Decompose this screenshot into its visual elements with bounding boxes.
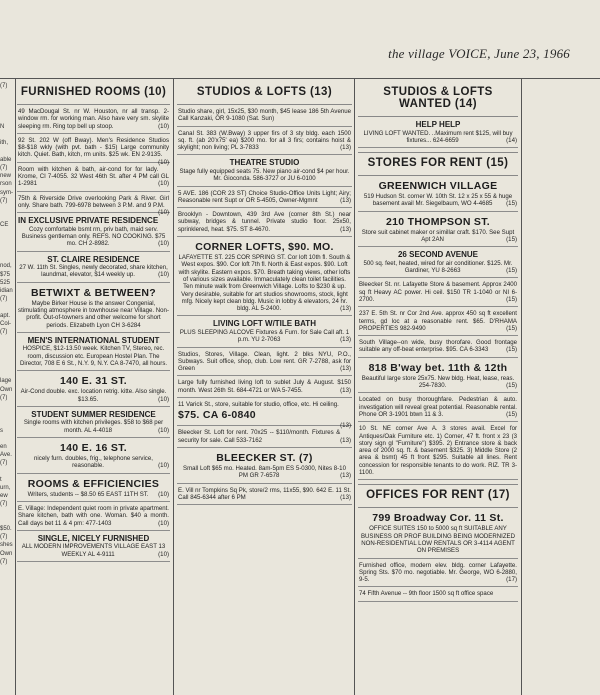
ad-category-number: (13) — [340, 493, 351, 501]
ad-category-number: (10) — [158, 395, 169, 403]
ad-category-number: (13) — [340, 472, 351, 480]
ad-headline: 140 E. 16 ST. — [60, 442, 127, 455]
ad-category-number: (10) — [158, 122, 169, 130]
ad-body: 27 W. 11th St. Singles, newly decorated, share kitchen, laundmat, elevator, $14 weekly up. — [19, 264, 168, 279]
ad-headline: CORNER LOFTS, $90. MO. — [195, 241, 334, 254]
classified-ad — [17, 213, 170, 251]
classified-ad — [177, 376, 352, 398]
ad-body: South Village--on wide, busy thorofare. Good frontage suitable any off-beat enterprise. $95. CA 6-3343 — [359, 339, 517, 354]
section-heading-studios-lofts: STUDIOS & LOFTS (13) — [177, 82, 352, 105]
classified-ad — [358, 422, 518, 480]
classified-ad — [17, 438, 170, 474]
ad-body: 75th & Riverside Drive overlooking Park & River. Girl only. Share bath. 799-6978 between 3 P.M. and 9 P.M. — [18, 194, 169, 209]
ad-category-number: (13) — [340, 386, 351, 394]
ad-body: ALL MODERN IMPROVEMENTS VILLAGE EAST 13 WEEKLY AL 4-9111 — [21, 543, 166, 558]
ad-headline: BLEECKER ST. (7) — [216, 451, 313, 464]
ad-price: $75. CA 6-0840 — [178, 409, 256, 422]
ad-body: Air-Cond double. exc. location retrig. kitte. Also single. $13.65. — [20, 388, 167, 403]
classified-ad — [358, 176, 518, 212]
ad-body: Writers, students -- $8.50 65 EAST 11TH ST. — [27, 490, 149, 498]
ad-headline: ST. CLAIRE RESIDENCE — [47, 254, 140, 264]
section-heading-furnished-rooms: FURNISHED ROOMS (10) — [17, 82, 170, 105]
classified-ad — [358, 247, 518, 278]
classified-ad — [177, 127, 352, 156]
classified-ad — [358, 587, 518, 601]
classified-ad — [17, 163, 170, 192]
classified-ad — [177, 105, 352, 127]
classified-ad — [358, 559, 518, 588]
masthead — [0, 0, 600, 64]
ad-body: Room with kitchen & bath, air-cond for for lady. Krome, CI 7-4055. 32 West 46th St. after 4 PM call GL 1-2981 — [18, 165, 169, 188]
classified-ad — [358, 358, 518, 394]
ad-body: 519 Hudson St. corner W. 10th St. 12 x 25 x 55 & huge basement avail Mr. Siegelbaum, WO 4-4685 — [363, 193, 513, 208]
classified-ad — [17, 502, 170, 531]
column-divider — [173, 78, 174, 695]
classified-ad — [358, 336, 518, 358]
section-heading-stores-for-rent: STORES FOR RENT (15) — [358, 152, 518, 176]
ad-category-number: (13) — [340, 225, 351, 233]
ad-body: 500 sq. feet, heated, wired for air conditioner. $125. Mr. Gardiner, YU 8-2663 — [363, 259, 513, 275]
ad-category-number: (13) — [340, 144, 351, 152]
ad-body: Beautiful large store 25x75. New bldg. Heat, lease, reas. 254-7830. — [361, 374, 515, 390]
ad-category-number: (13) — [340, 365, 351, 373]
classified-ad — [177, 348, 352, 377]
ad-headline: 140 E. 31 ST. — [60, 375, 127, 388]
classified-ad — [177, 484, 352, 506]
classified-ad — [17, 474, 170, 502]
ad-category-number: (10) — [158, 209, 169, 217]
classified-ad — [17, 105, 170, 134]
ad-body: OFFICE SUITES 150 to 5000 sq ft SUITABLE ANY BUSINESS OR PROF BUILDING BEING MODERNIZED NON-RESIDENTIAL LOW RENTALS OR 3-4114 AGENT ON PREMISES — [360, 525, 516, 555]
ad-category-number: (10) — [158, 180, 169, 188]
ad-category-number: (17) — [506, 576, 517, 584]
furnished-rooms-column — [17, 82, 170, 695]
classified-ad — [177, 316, 352, 347]
ad-category-number: (10) — [158, 158, 169, 166]
classified-ad — [177, 208, 352, 237]
ad-body: Located on busy thoroughfare. Pedestrian & auto. investigation will reveal great potential. Reasonable rental. Phone OR 3-1901 btwn 11 & 3. — [359, 396, 517, 418]
classified-ad — [17, 252, 170, 283]
ad-body: Furnished office, modern elev. bldg. corner Lafayette. Spring Sts. $70 mo. negotiable. Mr. George, WO 6-2880, 9-5. — [359, 561, 517, 584]
ad-category-number: (15) — [506, 346, 517, 354]
ad-category-number: (13) — [340, 436, 351, 444]
ad-category-number: (10) — [158, 550, 169, 558]
ad-body: Bleecker St. Loft for rent. 70x25 -- $110/month. Fixtures & security for sale. Call 533-7162 — [178, 429, 341, 444]
ad-category-number: (10) — [158, 462, 169, 470]
stores-offices-column — [358, 82, 518, 695]
ad-headline: ROOMS & EFFICIENCIES — [27, 477, 160, 490]
ad-body: nicely furn. doubles, frig., telephone service, reasonable. — [34, 455, 153, 470]
ad-headline: 26 SECOND AVENUE — [397, 250, 479, 260]
ad-category-number: (15) — [506, 382, 517, 390]
ad-category-number: (15) — [506, 410, 517, 418]
ad-body: 5 AVE. 186 (COR 23 ST) Choice Studio-Office Units Light; Airy; Reasonable rent Supt or OR 5-4505, Owner-Mgmnt — [178, 189, 351, 204]
classified-ad — [177, 187, 352, 209]
ad-body: Cozy comfortable bsmt rm, priv bath, maid serv. Business gentleman only. REFS. NO COOKING. $75 mo. CH 2-8982. — [21, 225, 166, 248]
ad-category-number: (10) — [158, 519, 169, 527]
ad-body: 74 Fifth Avenue -- 9th floor 1500 sq ft office space — [359, 590, 494, 598]
offices-for-rent-ads — [358, 508, 518, 601]
section-heading-offices-for-rent: OFFICES FOR RENT (17) — [358, 484, 518, 508]
ad-body: Brooklyn - Downtown, 439 3rd Ave (corner 8th St.) near subway, bridges & tunnel. Private studio floor. 25x50, sprinklered, heat. $75. ST 8-4670. — [178, 211, 351, 233]
classified-ad — [358, 307, 518, 336]
ad-category-number: (15) — [506, 200, 517, 208]
ad-body: HOSPICE, $12-13.50 week. Kitchen TV, Stereo, rec. room, discussion etc. European Hostel Plan. The Director, 708 E 6 St., N.Y. 9, N.Y. CA 8-7470, all hours. — [19, 345, 168, 368]
ad-body: E. Vill nr Tompkins Sq Pk, store/2 rms, 11x55, $90. 642 E. 11 St. Call 845-6344 after 6 PM — [178, 486, 351, 501]
ad-body: LIVING LOFT WANTED. ..Maximum rent $125, will buy fixtures... 624-6659 — [363, 129, 513, 144]
ad-body: Maybe Birker House is the answer Congenial, stimulating atmosphere in townhouse near Village. Non-profit. Out-of-towners and other welcome for short periods. Elizabeth Lyon CH 3-6284 — [18, 299, 169, 329]
ad-category-number: (13) — [340, 305, 351, 313]
ad-category-number: (15) — [506, 295, 517, 303]
ad-headline: GREENWICH VILLAGE — [378, 180, 498, 193]
ad-body: Single rooms with kitchen privileges. $58 to $68 per month. AL 4-4018 — [23, 419, 164, 434]
ad-headline: 210 THOMPSON ST. — [386, 215, 490, 228]
ad-headline: STUDENT SUMMER RESIDENCE — [31, 409, 156, 419]
ad-body: 237 E. 5th St. nr Cor 2nd Ave. approx 450 sq ft excellent terms, gd loc at a reasonable rent. $65. D'RHAMA PROPERTIES 982-9490 — [359, 310, 517, 332]
ad-headline: HELP HELP — [415, 120, 461, 129]
classified-ad — [17, 407, 170, 438]
classified-ad — [17, 192, 170, 217]
classified-ad — [177, 155, 352, 186]
left-edge-column — [0, 82, 14, 695]
newspaper-dateline: the village VOICE, June 23, 1966 — [388, 46, 570, 61]
ad-body: Bleecker St. nr. Lafayette Store & basement. Approx 2400 sq ft Heavy AC power. Hi ceil. $150 TR 1-1040 or NI 6-2700. — [359, 281, 517, 303]
ad-body: Canal St. 383 (W.Bway) 3 upper firs of 3 sty bldg. each 1500 sq. ft. (ab 20'x75' ea) $200 mo. for all 3 firs; contains hoist & skylight; non living; PL 3-7833 — [178, 129, 351, 152]
column-divider — [521, 78, 522, 695]
ad-body: Studios, Stores, Village. Clean, light. 2 blks NYU, P.O., Subways. Suit office, shop, club. Low rent. GR 7-2788, ask for Green — [178, 350, 351, 373]
classified-ad — [177, 398, 352, 430]
ad-body: Small Loft $65 mo. Heated. 8am-5pm ES 5-0300, Nites 8-10 PM GR 7-6578 — [183, 464, 346, 480]
ad-headline: IN EXCLUSIVE PRIVATE RESIDENCE — [18, 216, 159, 226]
ad-headline: THEATRE STUDIO — [229, 158, 300, 168]
classified-ad — [17, 134, 170, 166]
ad-category-number: (15) — [506, 267, 517, 275]
ad-headline: SINGLE, NICELY FURNISHED — [37, 533, 150, 543]
ad-headline: 799 Broadway Cor. 11 St. — [372, 512, 504, 525]
studios-lofts-column — [177, 82, 352, 695]
ad-body: 10 St. NE corner Ave A. 3 stores avail. Excel for Antiques/Oak Furniture etc. 1) Corner, 47 ft. front x 23 (3 story sign gl "Furniture") $395. 2) Entrance store & back area of 2000 sq. ft. & basement $325. 3) Middle Store (2 area & bsmt) 45 ft front $295. Suitable all lines. Rent concession for responsible tenants to do work. RIZ. TR 3-1100. — [359, 425, 517, 477]
ad-category-number: (13) — [340, 422, 351, 430]
ad-category-number: (13) — [340, 336, 351, 344]
ad-body: PLUS SLEEPING ALCOVE Fixtures & Furn. for Sale Call aft. 1 p.m. YU 2-7063 — [179, 328, 350, 344]
classified-ad — [177, 426, 352, 448]
left-edge-fragments: (7) N ith, able (7) new rson sym- (7) CE nod, $75 525 idian (7) apt. Col- (7) lage Own (7) s en Ave. (7) t urn, ew (7) $50. (7) shes Own (7) — [0, 83, 13, 565]
ad-headline: BETWIXT & BETWEEN? — [31, 286, 156, 299]
ad-headline: MEN'S INTERNATIONAL STUDENT — [27, 335, 160, 345]
ad-body: 92 St. 202 W (off Bway). Men's Residence Studios $8-$18 wkly (with pvt. bath - $15) Large community kitch. Quiet. Bath, kitch, rm units. $25 wk. EN 2-9135. — [18, 136, 169, 159]
furnished-rooms-ads — [17, 105, 170, 562]
ad-headline: LIVING LOFT W/TILE BATH — [213, 319, 316, 329]
column-divider — [354, 78, 355, 695]
classified-ad — [17, 283, 170, 333]
studios-lofts-ads — [177, 105, 352, 505]
classified-ad — [17, 531, 170, 562]
ad-category-number: (10) — [158, 426, 169, 434]
ad-headline: 818 B'way bet. 11th & 12th — [368, 361, 508, 374]
column-divider — [15, 78, 16, 695]
classified-ad — [358, 117, 518, 148]
classified-ad — [17, 333, 170, 371]
ad-category-number: (15) — [506, 235, 517, 243]
ad-body: Large fully furnished living loft to sublet July & August. $150 month. West 26th St. 684-4721 or WA 5-7455. — [178, 379, 351, 394]
ad-body: Studio share, girl, 15x25, $30 month, $45 lease 186 5th Avenue Call Kanzaki, OR 9-1080 (Sat. Sun) — [178, 108, 351, 123]
ad-body: Store suit cabinet maker or simillar craft. $170. See Supt Apt 2AN — [361, 228, 515, 243]
classified-ad — [358, 393, 518, 422]
ad-body: 11 Varick St., store, suitable for studio, office, etc. Hi ceiling. — [178, 401, 339, 409]
classified-ad — [358, 212, 518, 248]
ad-body: E. Village: Independent quiet room in private apartment. Share kitchen, bath with one. Woman. $40 a month. Call days bet 11 & 4 pm: 477-1403 — [18, 504, 169, 527]
classified-ad — [177, 237, 352, 316]
ad-category-number: (10) — [158, 240, 169, 248]
ad-body: Stage fully equipped seats 75. New piano air-cond $4 per hour. Mr. Gioconda. 586-3727 or JU 6-0100 — [179, 167, 350, 183]
ad-category-number: (10) — [158, 490, 169, 498]
ad-category-number: (10) — [158, 271, 169, 279]
classified-ad — [17, 371, 170, 407]
classified-ad — [177, 448, 352, 484]
classified-ad — [358, 508, 518, 558]
ad-category-number: (13) — [340, 196, 351, 204]
ad-category-number: (15) — [506, 324, 517, 332]
ad-body: LAFAYETTE ST. 225 COR SPRING ST. Cor loft 10th fl. South & West expos. $90. Cor loft 7th fl. North & East expos. $90. Loft with skylite. Eastern expos. $70. Breath taking views, other lofts of various sizes available. Immaculately clean toilet facilities. Ten minute walk from Greenwich Village. Lofts to $230 & up. Very desirable, suitable for art studios showrooms, stock, light mfg. Nicely kept clean bldg. Music in lobby & elevators, 24 hr. bldg. AL 5-2400. — [178, 254, 351, 313]
ad-body: 49 MacDougal St. nr W. Houston, nr all transp. 2-window rm. for working man. Also have very sm. skylite sleeping rm. Ring top bell up stoop. — [18, 108, 169, 130]
classified-ad — [358, 278, 518, 307]
section-heading-lofts-wanted: STUDIOS & LOFTS WANTED (14) — [358, 82, 518, 117]
stores-for-rent-ads — [358, 176, 518, 480]
ad-category-number: (14) — [506, 136, 517, 144]
top-rule — [0, 78, 600, 79]
